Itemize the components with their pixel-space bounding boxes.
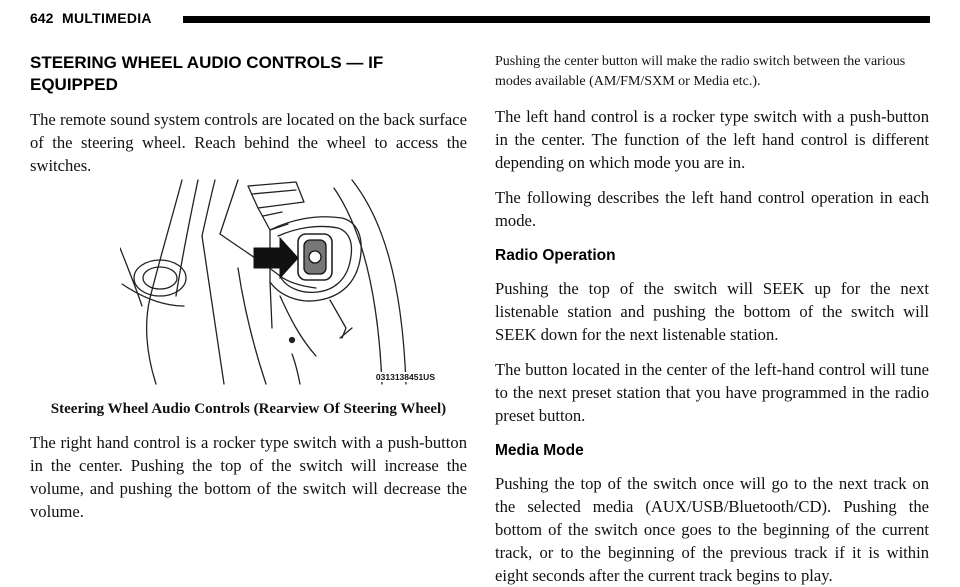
radio-operation-heading: Radio Operation bbox=[495, 247, 616, 264]
section-label: MULTIMEDIA bbox=[62, 10, 152, 26]
radio-paragraph-1: Pushing the top of the switch will SEEK up for the next listenable station and pushing the bottom of the switch will SEEK down for the next listenable station. bbox=[495, 279, 929, 344]
page-number: 642 bbox=[30, 10, 54, 26]
media-mode-heading: Media Mode bbox=[495, 442, 584, 459]
figure-caption: Steering Wheel Audio Controls (Rearview Of Steering Wheel) bbox=[50, 401, 447, 417]
section-title: STEERING WHEEL AUDIO CONTROLS — IF EQUIPPED bbox=[30, 53, 384, 94]
center-button-paragraph: Pushing the center button will make the radio switch between the various modes available (AM/FM/SXM or Media etc.). bbox=[495, 54, 906, 89]
steering-wheel-illustration bbox=[120, 178, 450, 386]
right-column bbox=[495, 52, 929, 587]
right-control-paragraph: The right hand control is a rocker type switch with a push-button in the center. Pushing the top of the switch will increase the volume, and pushing the bottom of the switch will decrease the volume. bbox=[30, 433, 467, 521]
media-paragraph-1: Pushing the top of the switch once will go to the next track on the selected media (AUX/USB/Bluetooth/CD). Pushing the bottom of the switch once goes to the beginning of the current track, or to the beginning of the previous track if it is within eight seconds after the current track begins to play. bbox=[495, 474, 929, 585]
steering-wheel-drawing bbox=[120, 178, 450, 386]
left-column bbox=[30, 52, 467, 177]
page-header bbox=[0, 0, 960, 36]
header-rule bbox=[183, 16, 930, 23]
figure-code: 0313138451US bbox=[375, 372, 435, 382]
left-control-paragraph: The left hand control is a rocker type switch with a push-button in the center. The function of the left hand control is different depending on which mode you are in. bbox=[495, 107, 929, 172]
left-column-lower bbox=[30, 399, 467, 523]
radio-paragraph-2: The button located in the center of the left-hand control will tune to the next preset station that you have programmed in the radio preset button. bbox=[495, 360, 929, 425]
intro-paragraph: The remote sound system controls are located on the back surface of the steering wheel. Reach behind the wheel to access the switches. bbox=[30, 110, 467, 175]
describes-paragraph: The following describes the left hand control operation in each mode. bbox=[495, 188, 929, 230]
